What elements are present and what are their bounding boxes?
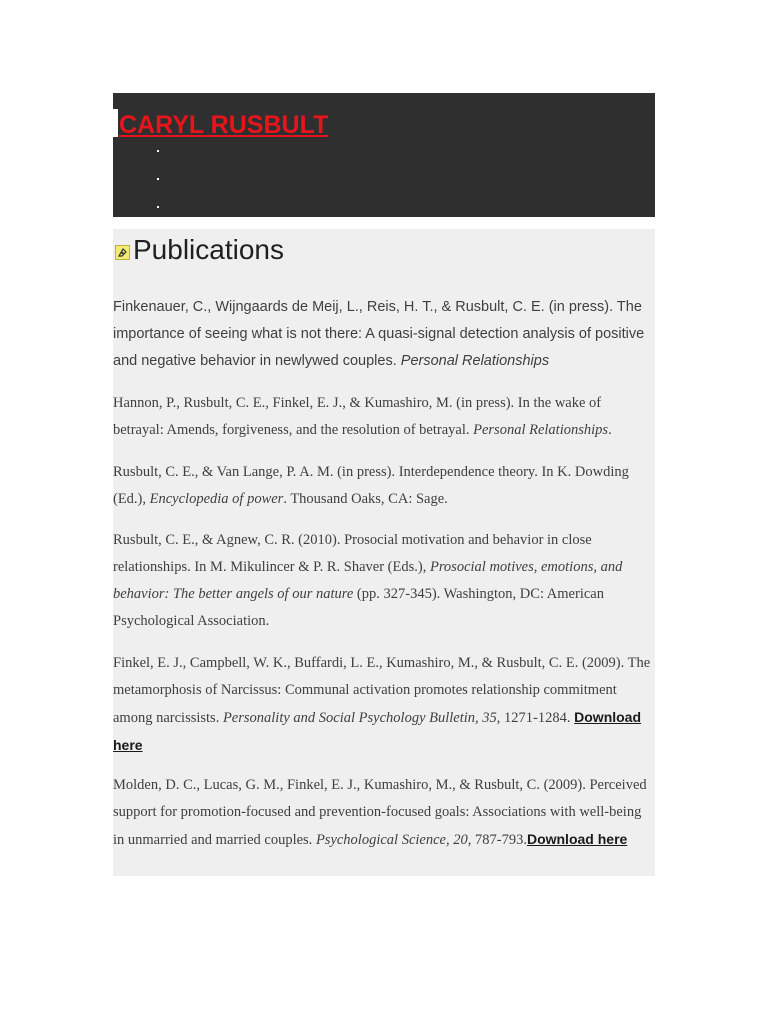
citation-text: Molden, D. C., Lucas, G. M., Finkel, E. J., Kumashiro, M., & Rusbult, C. (2009). Perceived support for promotion-focused and prevention-focused goals: Associations with well-being in unmarried and married couples.: [113, 777, 647, 848]
publication-entry: [113, 459, 655, 513]
citation-text: Finkenauer, C., Wijngaards de Meij, L., Reis, H. T., & Rusbult, C. E. (in press). The importance of seeing what is not there: A quasi-signal detection analysis of positive and negative behavior in newlywed couples.: [113, 299, 645, 369]
document-icon: [115, 245, 130, 260]
publications-panel: [113, 229, 655, 876]
nav-item-2[interactable]: [89, 178, 173, 193]
journal-title: Personality and Social Psychology Bulletin, 35: [222, 710, 497, 726]
journal-title: Encyclopedia of power: [149, 491, 284, 507]
publication-entry: [113, 527, 655, 635]
nav-item-1[interactable]: [89, 150, 173, 165]
nav-item-3[interactable]: [89, 206, 173, 221]
download-link[interactable]: Download here: [526, 831, 628, 847]
journal-title: Personal Relationships: [473, 422, 609, 438]
citation-text: Hannon, P., Rusbult, C. E., Finkel, E. J., & Kumashiro, M. (in press). In the wake of betrayal: Amends, forgiveness, and the resolution of betrayal.: [113, 395, 602, 438]
citation-tail: , 787-793.: [467, 832, 527, 848]
section-title: Publications: [133, 234, 284, 265]
nav-bullet: •: [89, 178, 94, 193]
journal-title: Prosocial motives, emotions, and behavior: The better angels of our nature: [113, 559, 623, 602]
citation-tail: , 1271-1284.: [496, 710, 575, 726]
nav-menu: [89, 93, 655, 221]
journal-title: Psychological Science, 20: [315, 832, 468, 848]
citation-text: Rusbult, C. E., & Agnew, C. R. (2010). Prosocial motivation and behavior in close relationships. In M. Mikulincer & P. R. Shaver (Eds.),: [113, 532, 592, 575]
citation-tail: (pp. 327-345). Washington, DC: American Psychological Association.: [113, 586, 604, 629]
citation-tail: .: [608, 422, 612, 438]
publication-entry: [113, 650, 655, 760]
nav-item-label[interactable]: [157, 178, 159, 180]
site-title-link[interactable]: CARYL RUSBULT: [119, 111, 329, 139]
nav-item-label[interactable]: [157, 150, 159, 152]
citation-tail: . Thousand Oaks, CA: Sage.: [283, 491, 448, 507]
site-header: [89, 93, 655, 221]
publication-entry: [113, 294, 655, 375]
nav-bullet: •: [89, 206, 94, 221]
citation-text: Rusbult, C. E., & Van Lange, P. A. M. (in press). Interdependence theory. In K. Dowding (Ed.),: [113, 464, 629, 507]
nav-item-label[interactable]: [157, 206, 159, 208]
citation-text: Finkel, E. J., Campbell, W. K., Buffardi, L. E., Kumashiro, M., & Rusbult, C. E. (2009). The metamorphosis of Narcissus: Communal activation promotes relationship commitment among narcissists.: [113, 655, 651, 726]
nav-bullet: •: [89, 150, 94, 165]
publication-entry: [113, 772, 655, 854]
download-link[interactable]: Download here: [113, 709, 642, 753]
journal-title: Personal Relationships: [400, 353, 550, 369]
publication-entry: [113, 390, 655, 444]
